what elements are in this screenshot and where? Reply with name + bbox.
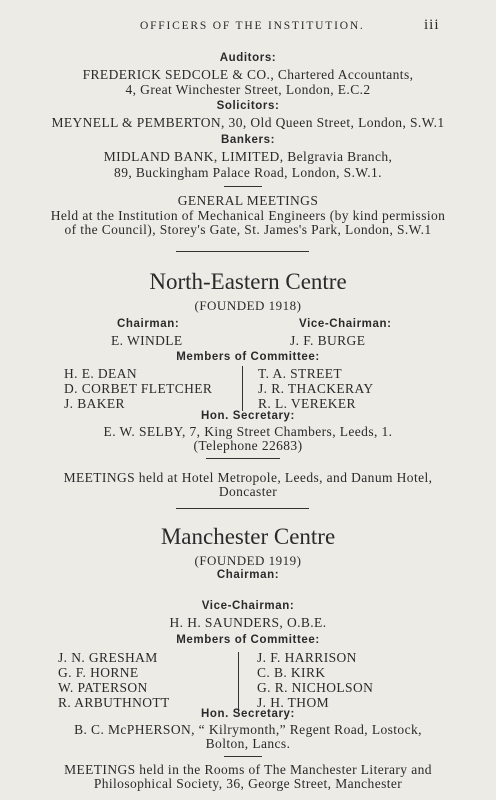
auditors-line-2: 4, Great Winchester Street, London, E.C.2: [125, 82, 371, 97]
ne-committee-left-3: J. BAKER: [64, 396, 125, 411]
solicitors-line-1: MEYNELL & PEMBERTON, 30, Old Queen Street, London, S.W.1: [51, 115, 445, 130]
bankers-line-2: 89, Buckingham Palace Road, London, S.W.1.: [114, 165, 382, 180]
section-divider: [176, 508, 309, 509]
general-meetings-title: GENERAL MEETINGS: [177, 193, 319, 208]
mc-committee-left-3: W. PATERSON: [58, 680, 148, 695]
mc-meetings-line-1: MEETINGS held in the Rooms of The Manchester Literary and: [64, 762, 432, 777]
mc-meetings-line-2: Philosophical Society, 36, George Street, Manchester: [93, 776, 403, 791]
mc-vice-chairman-name: H. H. SAUNDERS, O.B.E.: [169, 615, 327, 630]
ne-secretary-label: Hon. Secretary:: [200, 410, 295, 422]
bankers-line-1: MIDLAND BANK, LIMITED, Belgravia Branch,: [103, 149, 393, 164]
ne-chairman-label: Chairman:: [117, 318, 180, 330]
section-divider: [176, 251, 309, 252]
manchester-founded: (FOUNDED 1919): [194, 553, 302, 568]
ne-meetings-line-1: MEETINGS held at Hotel Metropole, Leeds, and Danum Hotel,: [63, 470, 433, 485]
auditors-label: Auditors:: [219, 52, 277, 64]
mc-committee-right-4: J. H. THOM: [257, 695, 330, 710]
mc-committee-left-2: G. F. HORNE: [58, 665, 139, 680]
ne-committee-label: Members of Committee:: [176, 351, 320, 363]
mc-committee-right-3: G. R. NICHOLSON: [257, 680, 374, 695]
running-head: OFFICERS OF THE INSTITUTION.: [140, 20, 365, 32]
mc-committee-label: Members of Committee:: [176, 634, 320, 646]
ne-secretary-line-2: (Telephone 22683): [193, 438, 303, 453]
bankers-label: Bankers:: [220, 134, 276, 146]
mc-secretary-label: Hon. Secretary:: [200, 708, 295, 720]
mc-committee-left-1: J. N. GRESHAM: [58, 650, 158, 665]
mc-secretary-line-2: Bolton, Lancs.: [205, 736, 291, 751]
auditors-line-1: FREDERICK SEDCOLE & CO., Chartered Accountants,: [82, 67, 414, 82]
manchester-title: Manchester Centre: [160, 524, 336, 549]
page-number: iii: [424, 17, 440, 33]
general-meetings-line-1: Held at the Institution of Mechanical Engineers (by kind permission: [50, 208, 446, 223]
mc-chairman-label: Chairman:: [216, 569, 280, 581]
ne-committee-right-1: T. A. STREET: [258, 366, 343, 381]
ne-vice-chairman-name: J. F. BURGE: [290, 333, 366, 348]
ne-committee-right-2: J. R. THACKERAY: [258, 381, 374, 396]
north-eastern-title: North-Eastern Centre: [149, 269, 347, 294]
mc-secretary-line-1: B. C. McPHERSON, “ Kilrymonth,” Regent Road, Lostock,: [74, 722, 422, 737]
north-eastern-founded: (FOUNDED 1918): [194, 298, 302, 313]
ne-committee-left-2: D. CORBET FLETCHER: [64, 381, 213, 396]
mc-committee-right-1: J. F. HARRISON: [257, 650, 357, 665]
ne-committee-divider: [242, 366, 243, 411]
ne-committee-left-1: H. E. DEAN: [64, 366, 137, 381]
ne-vice-chairman-label: Vice-Chairman:: [299, 318, 392, 330]
divider: [224, 756, 262, 757]
general-meetings-line-2: of the Council), Storey's Gate, St. James's Park, London, S.W.1: [64, 222, 432, 237]
ne-secretary-line-1: E. W. SELBY, 7, King Street Chambers, Leeds, 1.: [103, 424, 393, 439]
ne-meetings-line-2: Doncaster: [218, 484, 278, 499]
divider: [224, 186, 262, 187]
mc-committee-right-2: C. B. KIRK: [257, 665, 326, 680]
mc-vice-chairman-label: Vice-Chairman:: [201, 600, 295, 612]
divider: [206, 458, 280, 459]
solicitors-label: Solicitors:: [216, 100, 280, 112]
ne-chairman-name: E. WINDLE: [111, 333, 183, 348]
ne-committee-right-3: R. L. VEREKER: [258, 396, 356, 411]
mc-committee-left-4: R. ARBUTHNOTT: [58, 695, 170, 710]
mc-committee-divider: [238, 652, 239, 712]
